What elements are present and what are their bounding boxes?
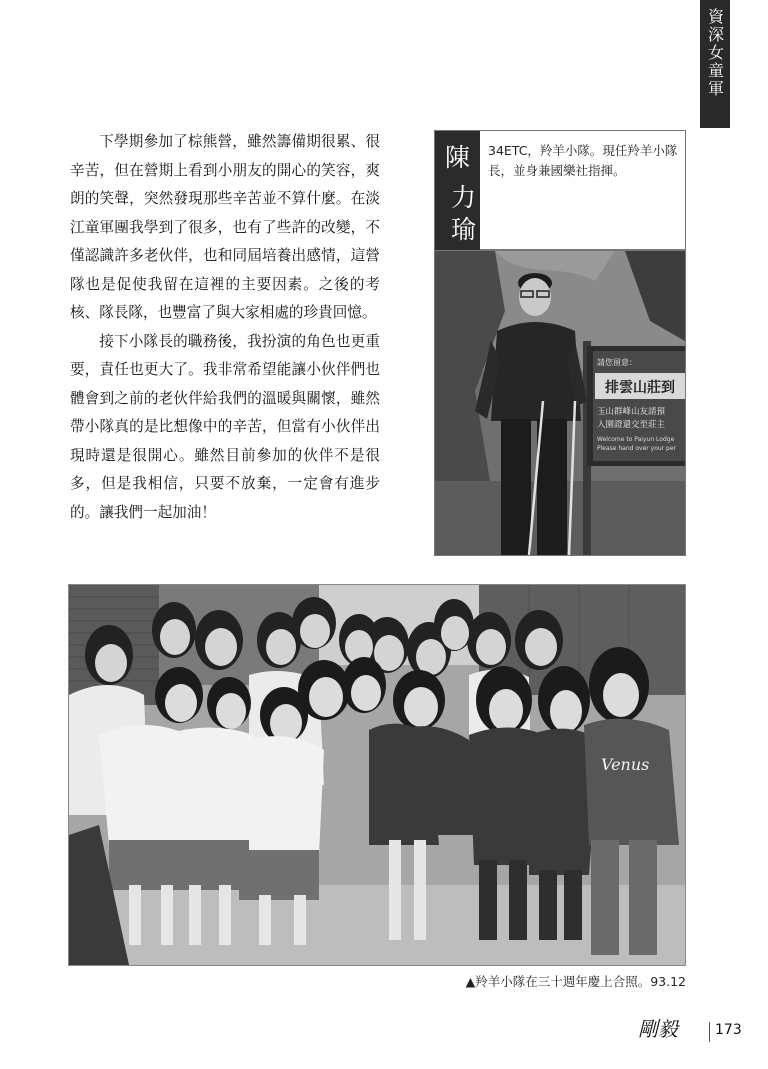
signboard-header: 請您留意： — [597, 358, 637, 367]
section-tab-label: 資深女童軍 — [705, 8, 725, 98]
page-footer — [630, 1012, 740, 1048]
signboard-line: 入園證還交至莊主 — [597, 420, 666, 430]
photo-caption: ▲羚羊小隊在三十週年慶上合照。93.12 — [465, 974, 686, 989]
article-paragraph: 接下小隊長的職務後，我扮演的角色也更重要，責任也更大了。我非常希望能讓小伙伴們也體會到之前的老伙伴給我們的溫暖與關懷，雖然帶小隊真的是比想像中的辛苦，但當有小伙伴出現時還是很開心。雖然目前參加的伙伴不是很多，但是我相信，只要不放棄，一定會有進步的。讓我們一起加油！ — [70, 332, 380, 521]
page-number: 173 — [715, 1022, 742, 1038]
author-description: 34ETC，羚羊小隊。現任羚羊小隊長，並身兼國樂社指揮。 — [488, 143, 678, 178]
signboard-line: 玉山群峰山友請預 — [597, 407, 666, 417]
article-body — [70, 128, 380, 527]
author-profile-box — [434, 130, 686, 250]
signboard — [587, 346, 685, 466]
sweater-lettering: Venus — [601, 755, 650, 774]
magazine-logo-text: 剛毅 — [638, 1017, 678, 1041]
magazine-logo — [630, 1012, 708, 1048]
author-photo — [434, 250, 686, 556]
section-tab — [700, 0, 730, 128]
author-name-strip — [435, 131, 480, 250]
author-name-char: 瑜 — [451, 215, 477, 244]
article-paragraph: 下學期參加了棕熊營，雖然籌備期很累、很辛苦，但在營期上看到小朋友的開心的笑容，爽朗的笑聲，突然發現那些辛苦並不算什麼。在淡江童軍團我學到了很多，也有了些許的改變，不僅認識許多老伙伴，也和同屆培養出感情，這營隊也是促使我留在這裡的主要因素。之後的考核、隊長隊，也豐富了與大家相處的珍貴回憶。 — [70, 133, 380, 321]
group-photo — [68, 584, 686, 966]
signboard-title: 排雲山莊到 — [605, 380, 675, 396]
footer-divider — [709, 1022, 710, 1042]
author-name-char: 陳 — [445, 143, 471, 172]
author-name-char: 力 — [451, 183, 477, 212]
signboard-line: Welcome to Paiyun Lodge — [597, 436, 675, 443]
signboard-line: Please hand over your per — [597, 445, 677, 452]
